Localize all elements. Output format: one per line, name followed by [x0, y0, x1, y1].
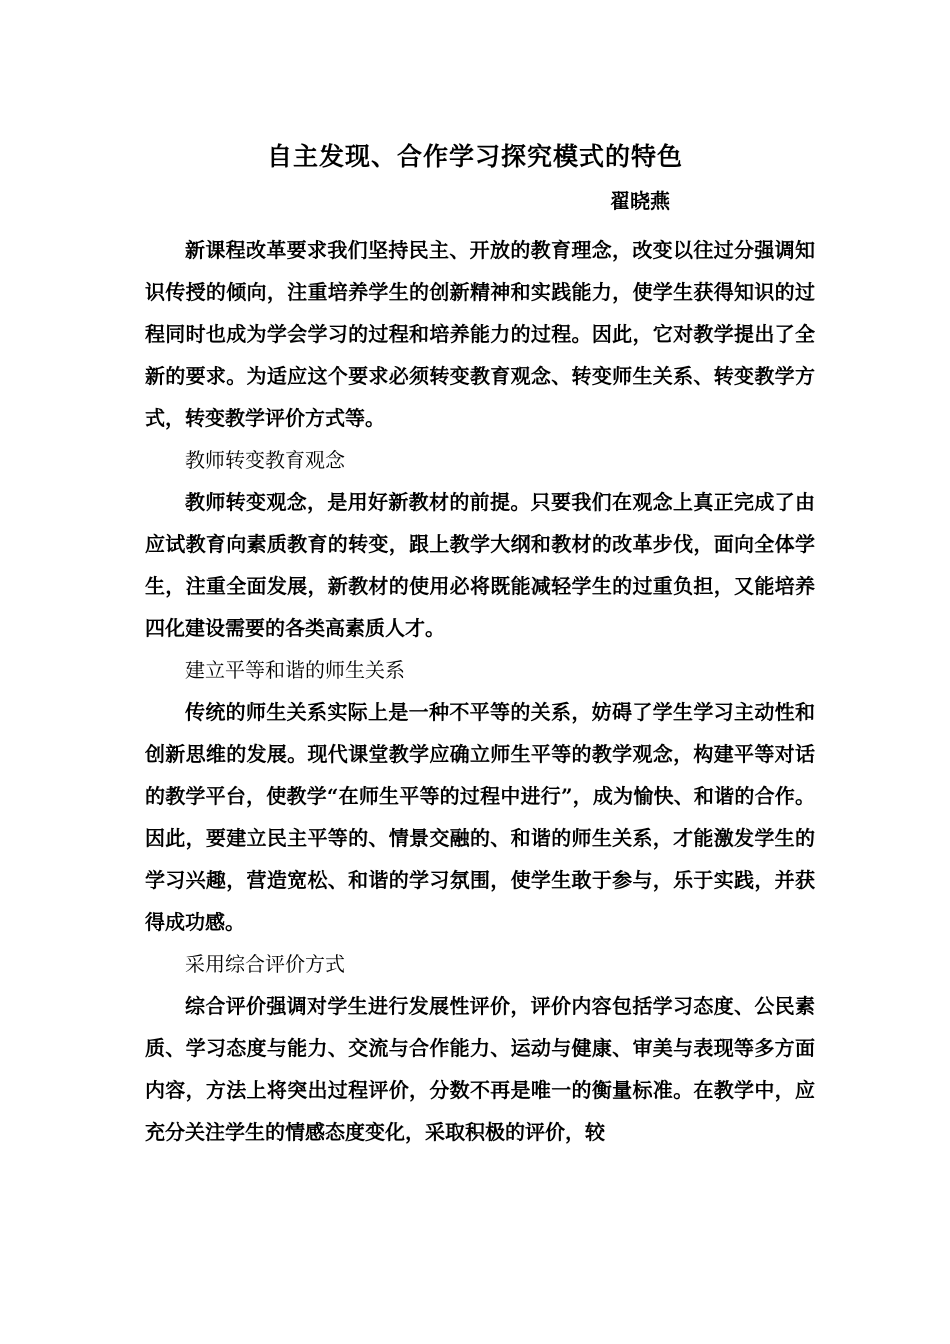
author-name: 翟晓燕 — [610, 189, 670, 213]
section-heading: 教师转变教育观念 — [185, 448, 345, 472]
body-paragraph: 综合评价强调对学生进行发展性评价，评价内容包括学习态度、公民素质、学习态度与能力、交流与合作能力、运动与健康、审美与表现等多方面内容，方法上将突出过程评价，分数不再是唯一的衡量标准。在教学中，应充分关注学生的情感态度变化，采取积极的评价，较 — [145, 994, 815, 1144]
document-body — [145, 229, 815, 1153]
body-paragraph: 教师转变观念，是用好新教材的前提。只要我们在观念上真正完成了由应试教育向素质教育的转变，跟上教学大纲和教材的改革步伐，面向全体学生，注重全面发展，新教材的使用必将既能减轻学生的过重负担，又能培养四化建设需要的各类高素质人才。 — [145, 490, 815, 640]
section-heading: 建立平等和谐的师生关系 — [185, 658, 405, 682]
body-paragraph: 新课程改革要求我们坚持民主、开放的教育理念，改变以往过分强调知识传授的倾向，注重培养学生的创新精神和实践能力，使学生获得知识的过程同时也成为学会学习的过程和培养能力的过程。因此，它对教学提出了全新的要求。为适应这个要求必须转变教育观念、转变师生关系、转变教学方式，转变教学评价方式等。 — [145, 238, 815, 430]
body-paragraph: 传统的师生关系实际上是一种不平等的关系，妨碍了学生学习主动性和创新思维的发展。现代课堂教学应确立师生平等的教学观念，构建平等对话的教学平台，使教学“在师生平等的过程中进行”，成为愉快、和谐的合作。因此，要建立民主平等的、情景交融的、和谐的师生关系，才能激发学生的学习兴趣，营造宽松、和谐的学习氛围，使学生敢于参与，乐于实践，并获得成功感。 — [145, 700, 815, 934]
section-heading: 采用综合评价方式 — [185, 952, 345, 976]
document-title: 自主发现、合作学习探究模式的特色 — [266, 142, 683, 171]
